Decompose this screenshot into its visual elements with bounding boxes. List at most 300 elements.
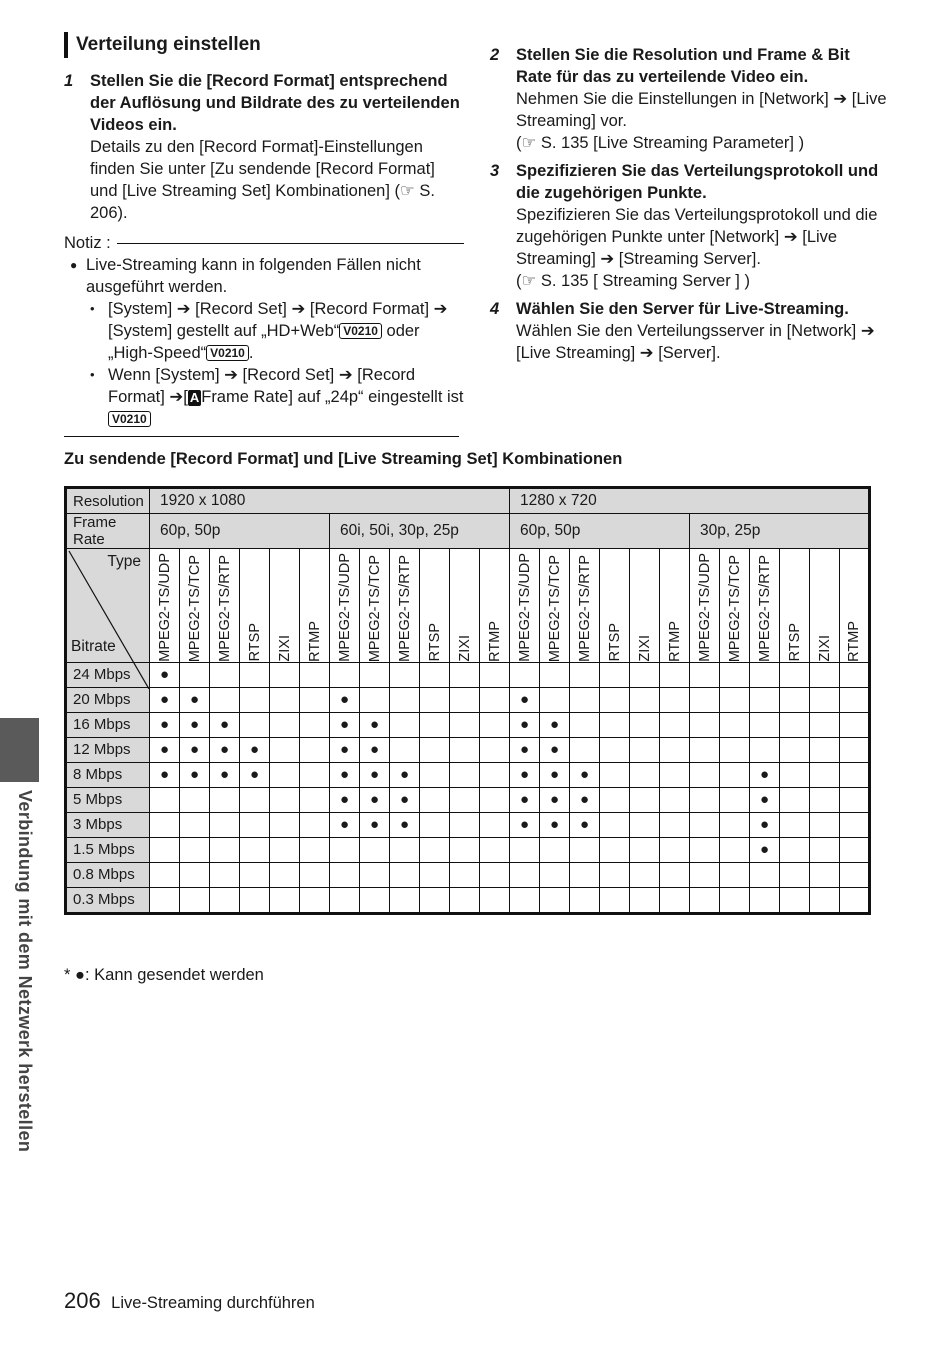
availability-cell — [570, 687, 600, 712]
availability-cell — [420, 737, 450, 762]
note-label: Notiz : — [64, 234, 111, 252]
type-header-cell — [690, 549, 720, 663]
availability-cell — [570, 837, 600, 862]
availability-cell: ● — [750, 762, 780, 787]
availability-cell: ● — [150, 762, 180, 787]
bitrate-row — [66, 862, 870, 887]
availability-cell — [540, 837, 570, 862]
type-header-cell — [570, 549, 600, 663]
availability-cell — [450, 662, 480, 687]
availability-cell — [510, 662, 540, 687]
availability-cell: ● — [360, 787, 390, 812]
availability-cell: ● — [540, 712, 570, 737]
availability-cell — [270, 737, 300, 762]
bitrate-row — [66, 887, 870, 913]
type-header-label: MPEG2-TS/UDP — [516, 553, 533, 662]
availability-cell — [780, 687, 810, 712]
availability-cell — [750, 662, 780, 687]
availability-cell — [180, 787, 210, 812]
type-header-cell — [270, 549, 300, 663]
type-header-cell — [390, 549, 420, 663]
availability-cell — [660, 762, 690, 787]
availability-cell — [690, 887, 720, 913]
availability-cell — [450, 887, 480, 913]
availability-cell — [630, 837, 660, 862]
availability-cell — [150, 887, 180, 913]
availability-cell — [300, 687, 330, 712]
availability-cell — [600, 862, 630, 887]
availability-cell — [750, 887, 780, 913]
type-header-cell — [480, 549, 510, 663]
resolution-cell: 1280 x 720 — [510, 488, 870, 514]
availability-cell — [510, 837, 540, 862]
a-button-icon: A — [189, 390, 200, 405]
step-2 — [490, 44, 890, 154]
availability-cell — [480, 662, 510, 687]
availability-cell — [180, 812, 210, 837]
availability-cell — [720, 887, 750, 913]
availability-cell — [330, 662, 360, 687]
type-header-label: ZIXI — [456, 635, 473, 662]
availability-cell — [600, 662, 630, 687]
type-header-cell — [150, 549, 180, 663]
availability-cell — [420, 712, 450, 737]
type-header-label: MPEG2-TS/UDP — [696, 553, 713, 662]
bitrate-label-cell: 1.5 Mbps — [66, 837, 150, 862]
availability-cell — [450, 787, 480, 812]
availability-cell — [750, 862, 780, 887]
availability-cell — [720, 737, 750, 762]
type-bitrate-corner — [66, 549, 150, 663]
step-title: Spezifizieren Sie das Verteilungsprotokoll und die zugehörigen Punkte. — [516, 162, 879, 202]
availability-cell — [660, 887, 690, 913]
type-row — [66, 549, 870, 663]
availability-cell — [600, 712, 630, 737]
type-header-cell — [720, 549, 750, 663]
availability-cell — [750, 737, 780, 762]
availability-cell — [720, 837, 750, 862]
availability-cell — [630, 737, 660, 762]
availability-cell: ● — [330, 812, 360, 837]
availability-cell — [720, 787, 750, 812]
type-header-label: MPEG2-TS/TCP — [726, 554, 743, 662]
availability-cell — [780, 737, 810, 762]
availability-cell: ● — [360, 712, 390, 737]
availability-cell — [240, 862, 270, 887]
availability-cell: ● — [360, 737, 390, 762]
availability-cell — [240, 787, 270, 812]
availability-cell — [360, 662, 390, 687]
availability-cell — [840, 687, 870, 712]
availability-cell — [780, 812, 810, 837]
availability-cell — [720, 862, 750, 887]
type-header-label: MPEG2-TS/RTP — [396, 554, 413, 662]
availability-cell — [180, 662, 210, 687]
availability-cell — [210, 837, 240, 862]
availability-cell — [840, 812, 870, 837]
availability-cell — [810, 787, 840, 812]
availability-cell — [360, 862, 390, 887]
availability-cell — [210, 687, 240, 712]
availability-cell: ● — [240, 762, 270, 787]
availability-cell — [780, 837, 810, 862]
availability-cell — [270, 787, 300, 812]
availability-cell: ● — [510, 712, 540, 737]
availability-cell — [480, 737, 510, 762]
step-1 — [64, 70, 464, 224]
availability-cell — [450, 687, 480, 712]
type-header-cell — [510, 549, 540, 663]
availability-cell — [660, 662, 690, 687]
type-header-cell — [630, 549, 660, 663]
availability-cell — [720, 687, 750, 712]
note-sub-text: [System] ➔ [Record Set] ➔ [Record Format] ➔ [System] gestellt auf „HD+Web“ — [108, 300, 448, 340]
availability-cell — [630, 687, 660, 712]
availability-cell — [810, 812, 840, 837]
type-header-label: RTSP — [786, 623, 803, 662]
availability-cell: ● — [330, 712, 360, 737]
availability-cell — [690, 687, 720, 712]
availability-cell — [720, 812, 750, 837]
availability-cell — [390, 737, 420, 762]
availability-cell — [330, 862, 360, 887]
availability-cell — [840, 662, 870, 687]
type-header-cell — [420, 549, 450, 663]
availability-cell — [150, 837, 180, 862]
availability-cell: ● — [330, 787, 360, 812]
availability-cell — [810, 737, 840, 762]
model-badge: V0210 — [339, 323, 382, 339]
availability-cell — [240, 812, 270, 837]
type-header-label: RTMP — [846, 620, 862, 662]
availability-cell — [390, 862, 420, 887]
availability-cell — [270, 712, 300, 737]
availability-cell: ● — [750, 837, 780, 862]
availability-cell — [840, 837, 870, 862]
availability-cell — [480, 862, 510, 887]
resolution-cell: 1920 x 1080 — [150, 488, 510, 514]
availability-cell — [270, 887, 300, 913]
availability-cell — [330, 837, 360, 862]
type-header-label: MPEG2-TS/UDP — [156, 553, 173, 662]
availability-cell: ● — [180, 737, 210, 762]
step-title: Stellen Sie die [Record Format] entsprechend der Auflösung und Bildrate des zu verteilenden Videos ein. — [90, 72, 460, 134]
availability-cell — [690, 812, 720, 837]
type-header-cell — [540, 549, 570, 663]
step-number: 1 — [64, 72, 74, 90]
availability-cell — [600, 812, 630, 837]
availability-cell — [420, 837, 450, 862]
availability-cell — [210, 787, 240, 812]
availability-cell — [180, 862, 210, 887]
type-header-label: MPEG2-TS/RTP — [756, 554, 773, 662]
availability-cell — [240, 662, 270, 687]
availability-cell: ● — [570, 812, 600, 837]
note-sub-item — [64, 298, 464, 364]
framerate-cell: 30p, 25p — [690, 514, 870, 549]
availability-cell — [300, 737, 330, 762]
page-footer — [64, 1288, 315, 1314]
table-title: Zu sendende [Record Format] und [Live Streaming Set] Kombinationen — [64, 450, 623, 468]
chapter-tab — [0, 718, 39, 782]
availability-cell: ● — [360, 762, 390, 787]
availability-cell — [300, 812, 330, 837]
availability-cell — [570, 887, 600, 913]
availability-cell — [450, 712, 480, 737]
availability-cell — [720, 712, 750, 737]
type-header-cell — [330, 549, 360, 663]
availability-cell — [480, 712, 510, 737]
resolution-row — [66, 488, 870, 514]
availability-cell — [810, 687, 840, 712]
availability-cell — [240, 712, 270, 737]
availability-cell: ● — [390, 787, 420, 812]
availability-cell — [720, 662, 750, 687]
type-header-cell — [810, 549, 840, 663]
footnote: * ●: Kann gesendet werden — [64, 966, 264, 984]
availability-cell — [480, 687, 510, 712]
type-header-label: RTSP — [426, 623, 443, 662]
availability-cell — [690, 862, 720, 887]
availability-cell — [690, 662, 720, 687]
availability-cell — [390, 662, 420, 687]
availability-cell — [840, 887, 870, 913]
left-column — [64, 70, 464, 437]
availability-cell — [630, 812, 660, 837]
type-header-cell — [450, 549, 480, 663]
availability-cell: ● — [510, 812, 540, 837]
availability-cell — [240, 887, 270, 913]
bitrate-row — [66, 787, 870, 812]
step-number: 4 — [490, 300, 500, 318]
availability-cell — [420, 787, 450, 812]
bitrate-row — [66, 762, 870, 787]
step-ref: (☞ S. 135 [ Streaming Server ] ) — [516, 272, 750, 290]
availability-cell: ● — [510, 737, 540, 762]
availability-cell — [480, 762, 510, 787]
availability-cell: ● — [390, 762, 420, 787]
availability-cell — [330, 887, 360, 913]
availability-cell — [480, 837, 510, 862]
availability-cell — [810, 762, 840, 787]
availability-cell — [210, 862, 240, 887]
availability-cell — [420, 887, 450, 913]
availability-cell — [300, 862, 330, 887]
availability-cell — [600, 687, 630, 712]
availability-cell — [210, 812, 240, 837]
availability-cell — [210, 662, 240, 687]
availability-cell — [420, 662, 450, 687]
type-header-cell — [750, 549, 780, 663]
availability-cell — [780, 887, 810, 913]
type-header-cell — [240, 549, 270, 663]
availability-cell — [690, 712, 720, 737]
availability-cell — [210, 887, 240, 913]
step-number: 3 — [490, 162, 500, 180]
availability-cell: ● — [540, 737, 570, 762]
type-header-label: MPEG2-TS/TCP — [366, 554, 383, 662]
availability-cell — [300, 787, 330, 812]
availability-cell — [270, 687, 300, 712]
type-header-cell — [660, 549, 690, 663]
availability-cell — [360, 887, 390, 913]
availability-cell: ● — [390, 812, 420, 837]
availability-cell — [600, 762, 630, 787]
availability-cell: ● — [330, 762, 360, 787]
bitrate-label-cell: 0.3 Mbps — [66, 887, 150, 913]
availability-cell — [840, 712, 870, 737]
note-sub-text: oder „High-Speed“ — [108, 322, 420, 362]
availability-cell — [540, 662, 570, 687]
availability-cell — [660, 862, 690, 887]
framerate-cell: 60p, 50p — [150, 514, 330, 549]
availability-cell — [840, 787, 870, 812]
availability-cell — [600, 737, 630, 762]
availability-cell — [780, 787, 810, 812]
type-header-cell — [300, 549, 330, 663]
bitrate-label-cell: 20 Mbps — [66, 687, 150, 712]
availability-cell — [390, 687, 420, 712]
note-rule — [117, 243, 464, 244]
type-header-label: RTSP — [606, 623, 623, 662]
framerate-cell: 60i, 50i, 30p, 25p — [330, 514, 510, 549]
availability-cell — [570, 662, 600, 687]
availability-cell — [690, 762, 720, 787]
availability-cell — [180, 887, 210, 913]
availability-cell — [630, 787, 660, 812]
availability-cell: ● — [210, 762, 240, 787]
availability-cell — [540, 687, 570, 712]
availability-cell — [240, 837, 270, 862]
bitrate-row — [66, 737, 870, 762]
availability-cell — [810, 662, 840, 687]
type-header-cell — [600, 549, 630, 663]
availability-cell: ● — [540, 762, 570, 787]
availability-cell: ● — [210, 712, 240, 737]
type-header-cell — [180, 549, 210, 663]
availability-cell — [480, 787, 510, 812]
availability-cell — [660, 787, 690, 812]
step-4 — [490, 298, 890, 364]
availability-cell: ● — [180, 687, 210, 712]
availability-cell — [420, 812, 450, 837]
availability-cell — [360, 687, 390, 712]
availability-cell: ● — [150, 737, 180, 762]
availability-cell — [390, 837, 420, 862]
availability-cell — [810, 837, 840, 862]
availability-cell — [600, 837, 630, 862]
framerate-row — [66, 514, 870, 549]
availability-cell — [300, 887, 330, 913]
model-badge: V0210 — [206, 345, 249, 361]
bitrate-row — [66, 662, 870, 687]
framerate-cell: 60p, 50p — [510, 514, 690, 549]
section-title: Verteilung einstellen — [64, 32, 261, 58]
type-header-label: MPEG2-TS/TCP — [546, 554, 563, 662]
framerate-label: Frame Rate — [66, 514, 150, 549]
availability-cell — [810, 862, 840, 887]
resolution-label: Resolution — [66, 488, 150, 514]
bitrate-label-cell: 3 Mbps — [66, 812, 150, 837]
availability-cell: ● — [210, 737, 240, 762]
step-ref: (☞ S. 135 [Live Streaming Parameter] ) — [516, 134, 805, 152]
bitrate-label-cell: 5 Mbps — [66, 787, 150, 812]
step-body: Nehmen Sie die Einstellungen in [Network] ➔ [Live Streaming] vor. — [516, 90, 887, 130]
availability-cell — [540, 887, 570, 913]
bitrate-label-cell: 8 Mbps — [66, 762, 150, 787]
bitrate-row — [66, 712, 870, 737]
bitrate-label-cell: 12 Mbps — [66, 737, 150, 762]
availability-cell — [600, 887, 630, 913]
type-header-cell — [840, 549, 870, 663]
availability-cell — [780, 662, 810, 687]
availability-cell — [300, 762, 330, 787]
availability-cell — [810, 887, 840, 913]
step-title: Stellen Sie die Resolution und Frame & Bit Rate für das zu verteilende Video ein. — [516, 46, 850, 86]
note-sub-text: Frame Rate] auf „24p“ eingestellt ist — [201, 388, 464, 406]
availability-cell — [630, 662, 660, 687]
type-header-label: MPEG2-TS/RTP — [576, 554, 593, 662]
availability-cell: ● — [570, 762, 600, 787]
step-number: 2 — [490, 46, 500, 64]
availability-cell — [630, 762, 660, 787]
bitrate-label: Bitrate — [71, 637, 116, 655]
availability-cell — [570, 737, 600, 762]
step-body: Spezifizieren Sie das Verteilungsprotokoll und die zugehörigen Punkte unter [Network] ➔ [Live Streaming] ➔ [Streaming Server]. — [516, 206, 878, 268]
availability-cell — [660, 837, 690, 862]
availability-cell — [180, 837, 210, 862]
availability-cell — [570, 862, 600, 887]
combination-table — [64, 486, 871, 915]
bitrate-label-cell: 16 Mbps — [66, 712, 150, 737]
availability-cell — [690, 737, 720, 762]
bitrate-row — [66, 837, 870, 862]
availability-cell — [690, 837, 720, 862]
note-sub-text: Wenn [System] ➔ [Record Set] ➔ [Record Format] ➔[ — [108, 366, 416, 406]
availability-cell: ● — [150, 712, 180, 737]
type-header-label: ZIXI — [816, 635, 833, 662]
availability-cell: ● — [330, 687, 360, 712]
availability-cell — [840, 762, 870, 787]
type-header-label: RTMP — [306, 620, 323, 662]
availability-cell: ● — [180, 762, 210, 787]
availability-cell — [780, 712, 810, 737]
availability-cell: ● — [150, 662, 180, 687]
bitrate-row — [66, 687, 870, 712]
availability-cell: ● — [510, 762, 540, 787]
availability-cell — [240, 687, 270, 712]
availability-cell — [480, 887, 510, 913]
model-badge: V0210 — [108, 411, 151, 427]
availability-cell: ● — [750, 787, 780, 812]
availability-cell: ● — [750, 812, 780, 837]
type-header-label: RTSP — [246, 623, 263, 662]
step-3 — [490, 160, 890, 292]
note-header — [64, 232, 464, 254]
type-header-label: MPEG2-TS/TCP — [186, 554, 203, 662]
availability-cell — [300, 837, 330, 862]
availability-cell — [750, 712, 780, 737]
type-header-label: RTMP — [666, 620, 683, 662]
availability-cell — [450, 862, 480, 887]
availability-cell — [840, 862, 870, 887]
availability-cell — [510, 887, 540, 913]
availability-cell — [420, 862, 450, 887]
availability-cell — [270, 762, 300, 787]
step-body: Details zu den [Record Format]-Einstellungen finden Sie unter [Zu sendende [Record Format] und [Live Streaming Set] Kombinationen] (☞ S. 206). — [90, 138, 435, 222]
note-end-rule — [64, 436, 459, 437]
type-header-cell — [780, 549, 810, 663]
